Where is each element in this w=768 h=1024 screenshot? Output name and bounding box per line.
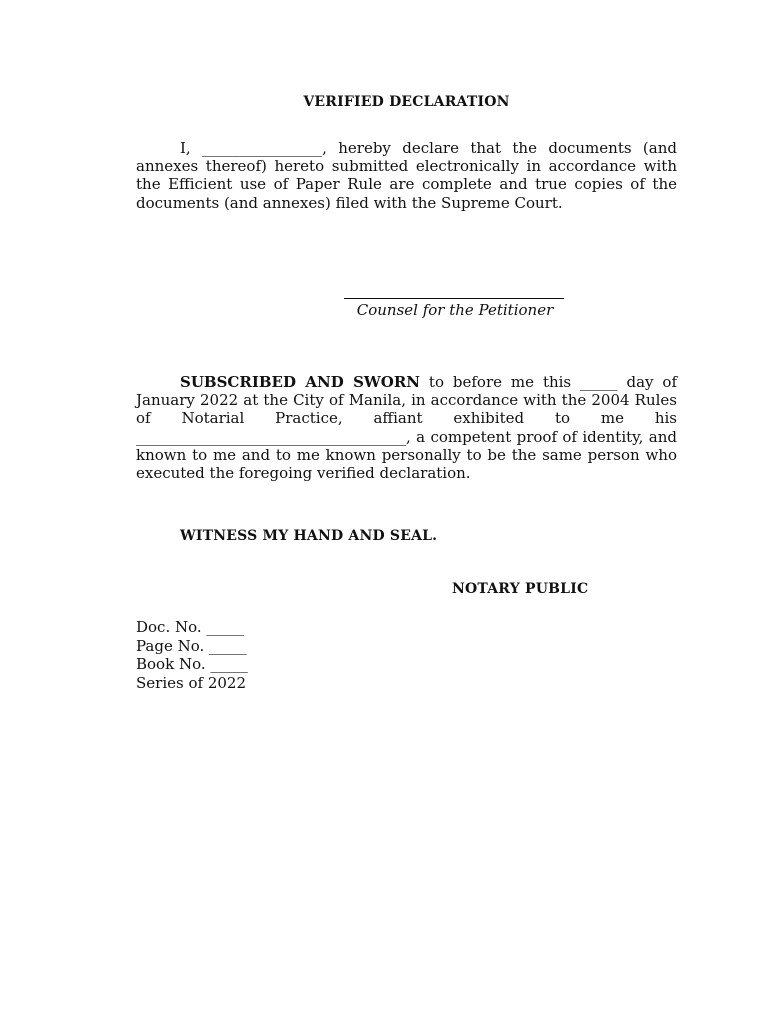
declaration-paragraph	[136, 139, 677, 212]
page-no-line: Page No. _____	[136, 636, 247, 655]
signature-caption: Counsel for the Petitioner	[356, 301, 554, 319]
notary-public-label: NOTARY PUBLIC	[452, 581, 589, 597]
document-title: VERIFIED DECLARATION	[303, 94, 510, 110]
jurat-text: to before me this _____ day of January 2022 at the City of Manila, in accordance with the 2004 Rules of Notarial Practice, affiant exhibited to me his ____________________________________, a competent proof of identity, and known to me and to me known personally to be the same person who executed the foregoing verified declaration.	[136, 373, 677, 483]
jurat-paragraph	[136, 373, 677, 482]
doc-no-line: Doc. No. _____	[136, 618, 244, 636]
witness-line: WITNESS MY HAND AND SEAL.	[180, 528, 438, 544]
declaration-text: I, ________________, hereby declare that the documents (and annexes thereof) hereto submitted electronically in accordance with the Efficient use of Paper Rule are complete and true copies of the documents (and annexes) filed with the Supreme Court.	[136, 139, 677, 212]
jurat-bold-text: SUBSCRIBED AND SWORN	[180, 373, 420, 391]
signature-line	[344, 298, 564, 299]
book-no-line: Book No. _____	[136, 655, 248, 673]
series-line: Series of 2022	[136, 673, 246, 692]
notarial-records	[136, 618, 248, 692]
